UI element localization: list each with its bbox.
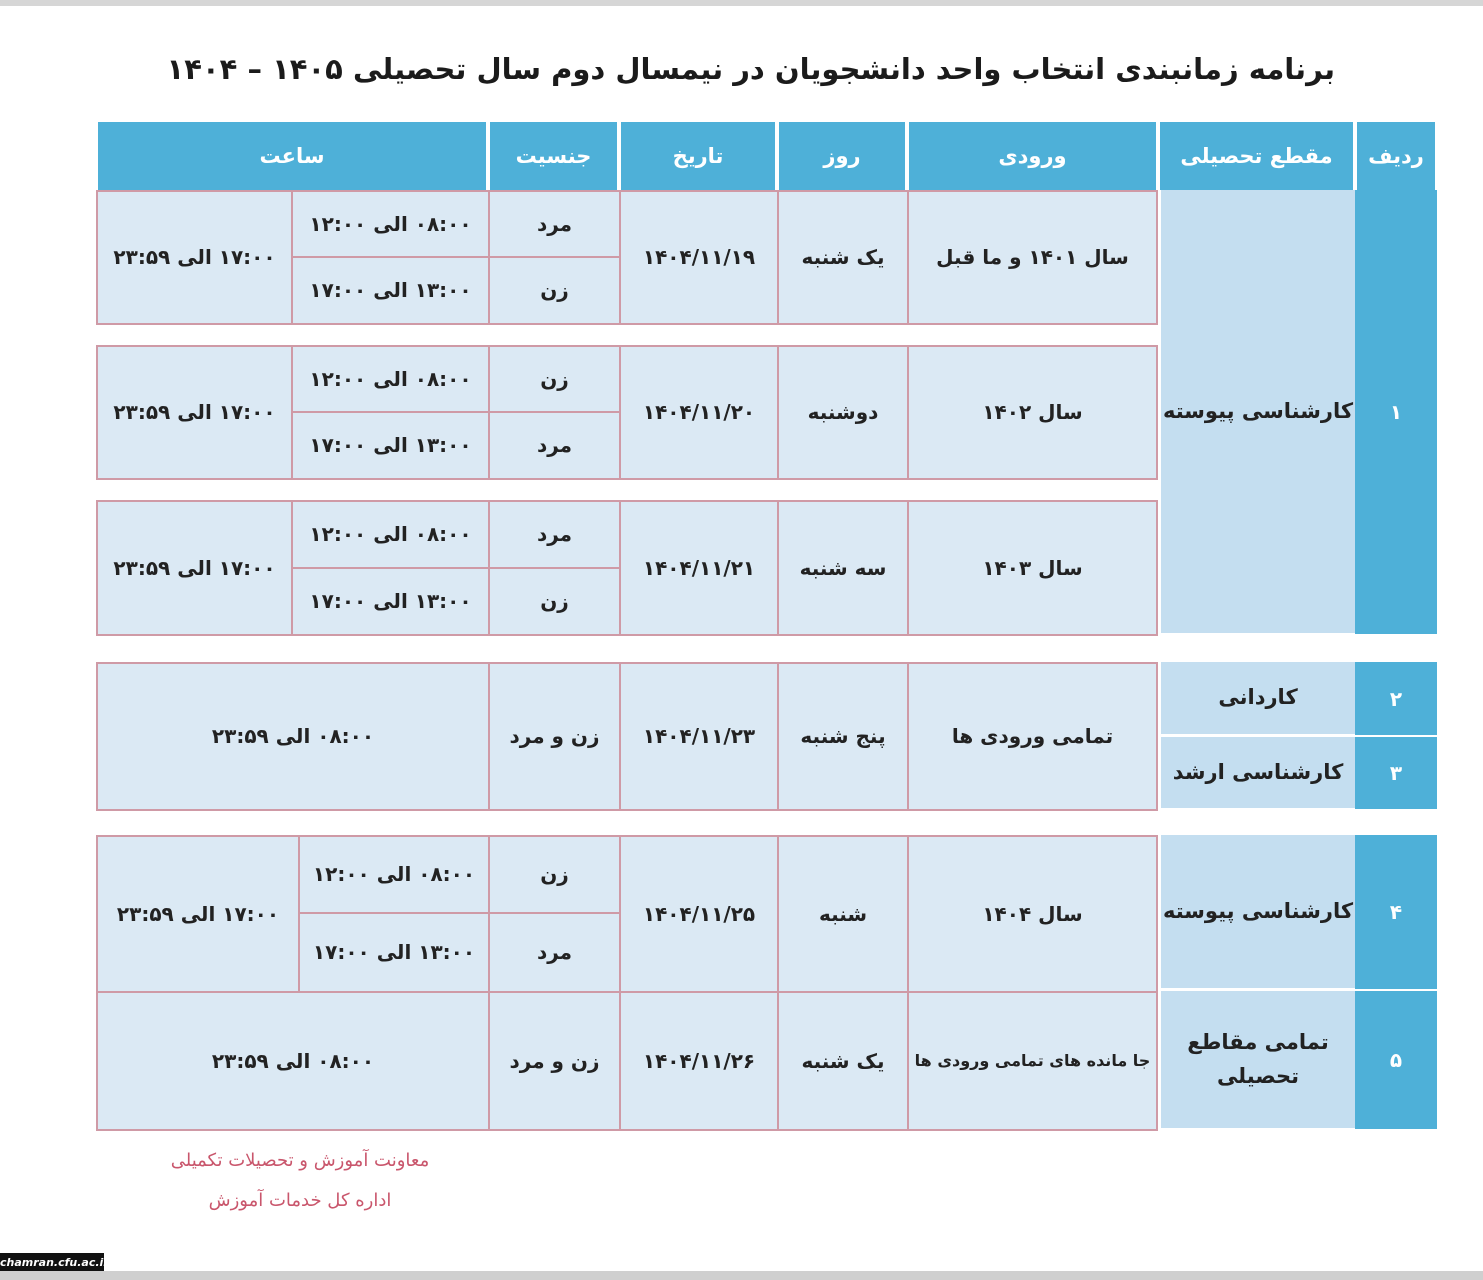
- time-evening-cell: ۱۷:۰۰ الی ۲۳:۵۹: [96, 500, 293, 636]
- header-entry: ورودی: [907, 122, 1158, 190]
- entry-cell: سال ۱۴۰۴: [907, 835, 1158, 993]
- day-cell: یک شنبه: [777, 190, 909, 325]
- entry-cell: جا مانده های تمامی ورودی ها: [907, 991, 1158, 1131]
- level-cell-4: کارشناسی پیوسته: [1158, 835, 1355, 991]
- day-cell: یک شنبه: [777, 991, 909, 1131]
- level-cell-2: کاردانی: [1158, 662, 1355, 737]
- gender-cell: زن: [488, 256, 621, 325]
- date-cell: ۱۴۰۴/۱۱/۲۵: [619, 835, 779, 993]
- gender-cell: زن: [488, 345, 621, 413]
- date-cell: ۱۴۰۴/۱۱/۲۱: [619, 500, 779, 636]
- day-cell: شنبه: [777, 835, 909, 993]
- time-slot-cell: ۰۸:۰۰ الی ۱۲:۰۰: [298, 835, 490, 914]
- time-slot-cell: ۱۳:۰۰ الی ۱۷:۰۰: [291, 256, 490, 325]
- time-slot-cell: ۰۸:۰۰ الی ۱۲:۰۰: [291, 345, 490, 413]
- date-cell: ۱۴۰۴/۱۱/۲۳: [619, 662, 779, 811]
- gender-cell: زن و مرد: [488, 662, 621, 811]
- header-time: ساعت: [96, 122, 488, 190]
- row-number-1: ۱: [1355, 190, 1437, 636]
- header-level: مقطع تحصیلی: [1158, 122, 1355, 190]
- gender-cell: زن و مرد: [488, 991, 621, 1131]
- gender-cell: مرد: [488, 411, 621, 480]
- time-full-cell: ۰۸:۰۰ الی ۲۳:۵۹: [96, 991, 490, 1131]
- footer-office-line: اداره کل خدمات آموزش: [208, 1190, 392, 1211]
- footer-deputy-line: معاونت آموزش و تحصیلات تکمیلی: [170, 1150, 430, 1171]
- time-slot-cell: ۱۳:۰۰ الی ۱۷:۰۰: [298, 912, 490, 993]
- header-day: روز: [777, 122, 907, 190]
- time-slot-cell: ۰۸:۰۰ الی ۱۲:۰۰: [291, 500, 490, 569]
- day-cell: پنج شنبه: [777, 662, 909, 811]
- row-number-4: ۴: [1355, 835, 1437, 991]
- level-cell-1: کارشناسی پیوسته: [1158, 190, 1355, 636]
- time-evening-cell: ۱۷:۰۰ الی ۲۳:۵۹: [96, 345, 293, 480]
- header-radif: ردیف: [1355, 122, 1437, 190]
- page-title: برنامه زمانبندی انتخاب واحد دانشجویان در نیمسال دوم سال تحصیلی ۱۴۰۵ – ۱۴۰۴: [166, 52, 1335, 86]
- time-slot-cell: ۱۳:۰۰ الی ۱۷:۰۰: [291, 411, 490, 480]
- entry-cell: سال ۱۴۰۱ و ما قبل: [907, 190, 1158, 325]
- row-number-5: ۵: [1355, 991, 1437, 1131]
- gender-cell: مرد: [488, 912, 621, 993]
- row-number-3: ۳: [1355, 737, 1437, 811]
- gender-cell: زن: [488, 567, 621, 636]
- gender-cell: مرد: [488, 500, 621, 569]
- gender-cell: مرد: [488, 190, 621, 258]
- time-slot-cell: ۱۳:۰۰ الی ۱۷:۰۰: [291, 567, 490, 636]
- time-full-cell: ۰۸:۰۰ الی ۲۳:۵۹: [96, 662, 490, 811]
- row-number-2: ۲: [1355, 662, 1437, 737]
- level-cell-5: تمامی مقاطع تحصیلی: [1158, 991, 1355, 1131]
- entry-cell: تمامی ورودی ها: [907, 662, 1158, 811]
- day-cell: سه شنبه: [777, 500, 909, 636]
- level-cell-3: کارشناسی ارشد: [1158, 737, 1355, 811]
- day-cell: دوشنبه: [777, 345, 909, 480]
- time-evening-cell: ۱۷:۰۰ الی ۲۳:۵۹: [96, 190, 293, 325]
- date-cell: ۱۴۰۴/۱۱/۲۶: [619, 991, 779, 1131]
- bottom-frame-bar: [0, 1271, 1483, 1280]
- entry-cell: سال ۱۴۰۳: [907, 500, 1158, 636]
- entry-cell: سال ۱۴۰۲: [907, 345, 1158, 480]
- time-slot-cell: ۰۸:۰۰ الی ۱۲:۰۰: [291, 190, 490, 258]
- gender-cell: زن: [488, 835, 621, 914]
- header-date: تاریخ: [619, 122, 777, 190]
- header-gender: جنسیت: [488, 122, 619, 190]
- time-evening-cell: ۱۷:۰۰ الی ۲۳:۵۹: [96, 835, 300, 993]
- date-cell: ۱۴۰۴/۱۱/۲۰: [619, 345, 779, 480]
- watermark-badge: chamran.cfu.ac.ir: [0, 1253, 104, 1272]
- top-frame-bar: [0, 0, 1483, 6]
- date-cell: ۱۴۰۴/۱۱/۱۹: [619, 190, 779, 325]
